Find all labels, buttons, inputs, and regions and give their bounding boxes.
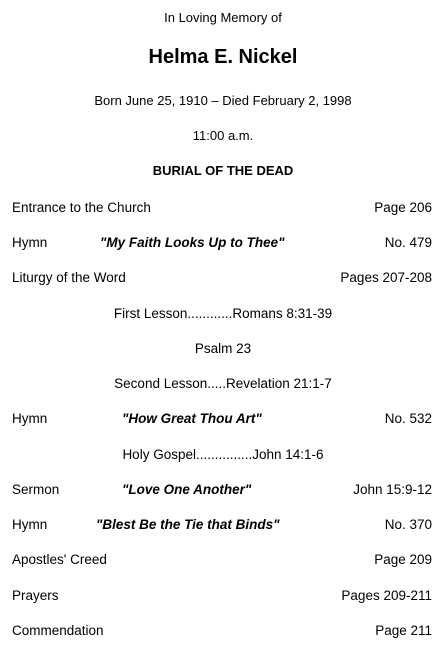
item-label: Commendation [12, 623, 104, 638]
psalm: Psalm 23 [194, 341, 252, 356]
item-label: Sermon [12, 482, 60, 497]
item-label: Prayers [12, 588, 59, 603]
order-item-prayers [12, 588, 432, 608]
order-item-hymn-3 [12, 517, 432, 537]
item-label: Hymn [12, 235, 48, 250]
order-item-sermon [12, 482, 432, 502]
item-label: Entrance to the Church [12, 200, 151, 215]
item-reference: Page 206 [374, 200, 432, 215]
memorial-heading: In Loving Memory of [164, 10, 282, 25]
item-reference: Page 209 [374, 552, 432, 567]
order-item-hymn-1 [12, 235, 432, 255]
section-title: BURIAL OF THE DEAD [152, 163, 294, 178]
hymn-title: "My Faith Looks Up to Thee" [100, 235, 285, 250]
item-reference: No. 479 [384, 235, 432, 250]
item-reference: Pages 209-211 [341, 588, 432, 603]
item-label: Liturgy of the Word [12, 270, 126, 285]
holy-gospel: Holy Gospel...............John 14:1-6 [122, 447, 324, 462]
order-item-commendation [12, 623, 432, 643]
hymn-title: "How Great Thou Art" [122, 411, 262, 426]
hymn-title: "Blest Be the Tie that Binds" [96, 517, 280, 532]
item-label: Apostles' Creed [12, 552, 107, 567]
item-label: Hymn [12, 517, 48, 532]
item-reference: Pages 207-208 [340, 270, 432, 285]
order-item-creed [12, 552, 432, 572]
second-lesson: Second Lesson.....Revelation 21:1-7 [114, 376, 332, 391]
service-time: 11:00 a.m. [192, 128, 254, 143]
first-lesson: First Lesson............Romans 8:31-39 [113, 306, 333, 321]
life-dates: Born June 25, 1910 – Died February 2, 1998 [94, 93, 352, 108]
item-reference: John 15:9-12 [353, 482, 432, 497]
order-item-entrance [12, 200, 432, 220]
item-reference: No. 532 [384, 411, 432, 426]
item-reference: Page 211 [375, 623, 432, 638]
order-item-hymn-2 [12, 411, 432, 431]
item-label: Hymn [12, 411, 48, 426]
sermon-title: "Love One Another" [122, 482, 252, 497]
deceased-name: Helma E. Nickel [148, 46, 298, 68]
order-item-liturgy [12, 270, 432, 290]
item-reference: No. 370 [384, 517, 432, 532]
